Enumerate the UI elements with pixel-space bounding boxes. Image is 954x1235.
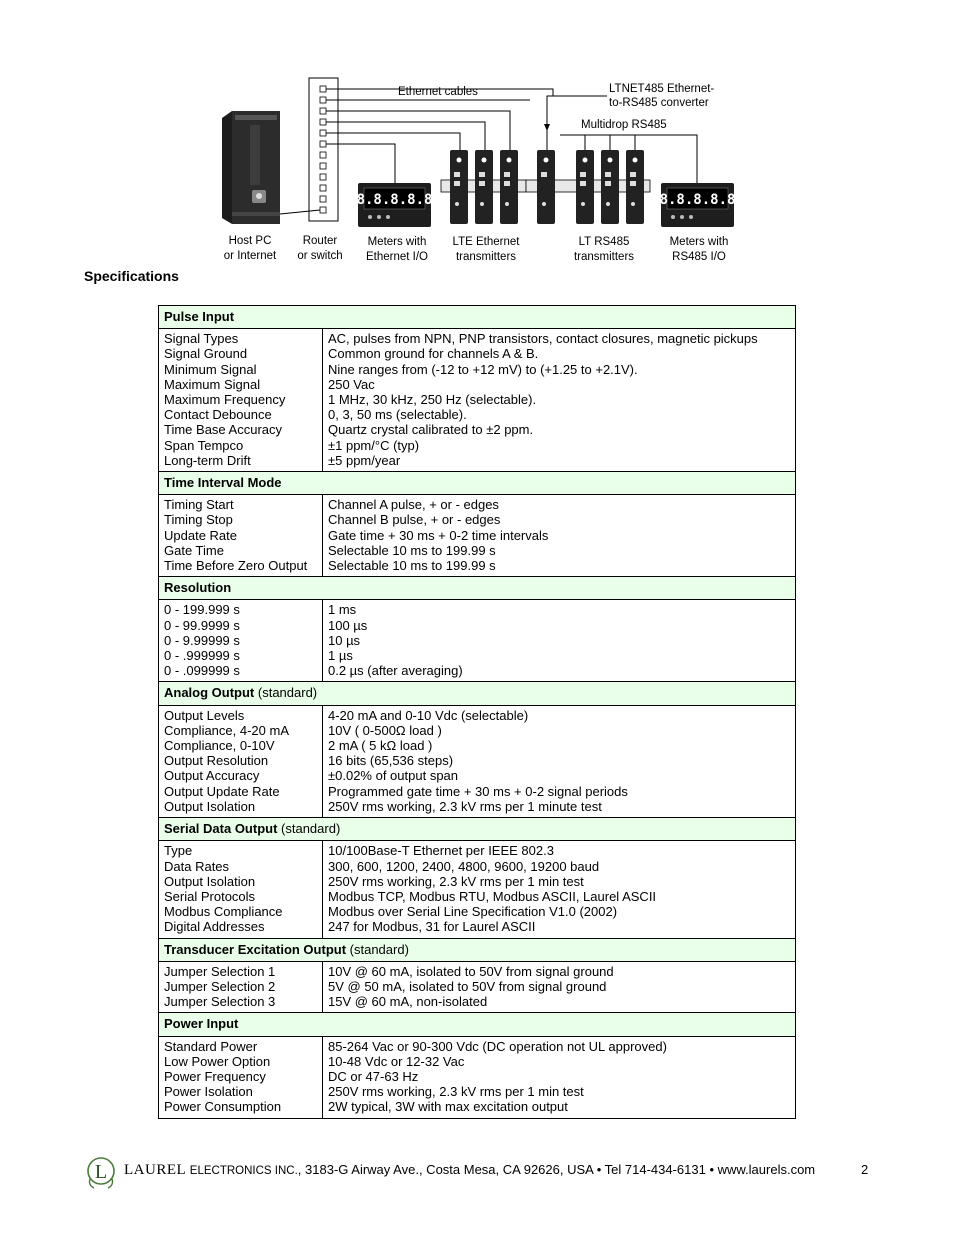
section-title: Transducer Excitation Output	[164, 941, 347, 957]
spec-value: 247 for Modbus, 31 for Laurel ASCII	[328, 919, 536, 935]
spec-label: Output Levels	[164, 707, 245, 723]
label-ltrs-line1: LT RS485	[578, 236, 630, 248]
spec-value: Programmed gate time + 30 ms + 0-2 signal periods	[328, 783, 628, 799]
section-data-row	[159, 961, 796, 1013]
label-router-line2: or switch	[297, 250, 343, 262]
spec-value: 250V rms working, 2.3 kV rms per 1 min test	[328, 873, 584, 889]
footer-brand-sub: ELECTRONICS INC.	[189, 1165, 298, 1177]
spec-label: Output Accuracy	[164, 768, 260, 784]
spec-value: Modbus TCP, Modbus RTU, Modbus ASCII, Laurel ASCII	[328, 888, 657, 904]
spec-value: 10-48 Vdc or 12-32 Vac	[328, 1053, 465, 1069]
section-header-row	[159, 1013, 796, 1036]
spec-value: 250V rms working, 2.3 kV rms per 1 min test	[328, 1084, 584, 1100]
lte-transmitter-icons	[450, 150, 518, 224]
converter-icon	[537, 150, 555, 224]
spec-value: 300, 600, 1200, 2400, 4800, 9600, 19200 baud	[328, 858, 600, 874]
spec-values-cell	[323, 1036, 796, 1118]
section-title: Resolution	[164, 580, 232, 596]
label-multidrop: Multidrop RS485	[581, 119, 667, 131]
spec-value: Channel A pulse, + or - edges	[328, 497, 499, 513]
section-title: Time Interval Mode	[164, 475, 282, 491]
spec-value: 0.2 µs (after averaging)	[328, 663, 463, 679]
spec-value: 100 µs	[328, 617, 368, 633]
spec-value: 5V @ 50 mA, isolated to 50V from signal ground	[328, 978, 607, 994]
label-ltrs-line2: transmitters	[573, 251, 635, 263]
spec-value: 16 bits (65,536 steps)	[328, 753, 454, 769]
spec-label: Power Frequency	[164, 1068, 266, 1084]
spec-label: Maximum Signal	[164, 376, 261, 392]
spec-values-cell	[323, 705, 796, 817]
spec-values-cell	[323, 495, 796, 577]
spec-value: 2 mA ( 5 kΩ load )	[328, 738, 433, 754]
spec-label: Standard Power	[164, 1038, 258, 1054]
label-meters-eth-line2: Ethernet I/O	[365, 251, 429, 263]
spec-value: 250 Vac	[328, 376, 375, 392]
section-data-row	[159, 495, 796, 577]
spec-labels-cell	[159, 961, 323, 1013]
ethernet-meter-display: 8.8.8.8.8	[356, 192, 433, 208]
footer	[84, 1155, 874, 1191]
spec-value: 1 µs	[328, 648, 353, 664]
spec-label: Contact Debounce	[164, 407, 272, 423]
spec-values-cell	[323, 961, 796, 1013]
spec-labels-cell	[159, 329, 323, 472]
spec-label: Signal Ground	[164, 346, 248, 362]
spec-label: Jumper Selection 2	[164, 978, 276, 994]
section-header-row	[159, 472, 796, 495]
spec-value: ±5 ppm/year	[328, 452, 401, 468]
laurel-logo-icon	[84, 1155, 118, 1189]
label-ethernet-cables: Ethernet cables	[398, 86, 478, 98]
specifications-table	[158, 305, 796, 1119]
spec-value: Gate time + 30 ms + 0-2 time intervals	[328, 527, 549, 543]
spec-value: Common ground for channels A & B.	[328, 346, 539, 362]
section-header-cell	[159, 577, 796, 600]
section-title: Power Input	[164, 1016, 239, 1032]
spec-label: Jumper Selection 3	[164, 994, 276, 1010]
svg-text:L: L	[94, 1161, 108, 1183]
spec-value: 1 MHz, 30 kHz, 250 Hz (selectable).	[328, 392, 537, 408]
label-router-line1: Router	[302, 235, 338, 247]
label-meters-rs-line2: RS485 I/O	[672, 251, 726, 263]
spec-label: Low Power Option	[164, 1053, 271, 1069]
section-data-row	[159, 329, 796, 472]
rs485-meter-display: 8.8.8.8.8	[659, 192, 736, 208]
spec-label: 0 - 199.999 s	[164, 602, 240, 618]
section-header-row	[159, 682, 796, 705]
rs485-meter-icon	[660, 183, 736, 227]
spec-label: Power Consumption	[164, 1099, 282, 1115]
spec-label: Output Resolution	[164, 753, 269, 769]
section-data-row	[159, 600, 796, 682]
spec-labels-cell	[159, 705, 323, 817]
spec-label: Serial Protocols	[164, 888, 256, 904]
spec-values-cell	[323, 841, 796, 938]
spec-value: ±1 ppm/°C (typ)	[328, 437, 420, 453]
footer-contact-line	[124, 1162, 815, 1179]
spec-label: Digital Addresses	[164, 919, 265, 935]
spec-value: AC, pulses from NPN, PNP transistors, contact closures, magnetic pickups	[328, 331, 758, 347]
section-header-cell	[159, 818, 796, 841]
spec-value: Channel B pulse, + or - edges	[328, 512, 501, 528]
spec-labels-cell	[159, 495, 323, 577]
label-host-pc-line1: Host PC	[228, 235, 272, 247]
spec-label: Modbus Compliance	[164, 904, 283, 920]
page-number: 2	[861, 1162, 869, 1177]
spec-value: ±0.02% of output span	[328, 768, 459, 784]
section-data-row	[159, 841, 796, 938]
label-meters-eth-line1: Meters with	[367, 236, 427, 248]
spec-value: 85-264 Vac or 90-300 Vdc (DC operation not UL approved)	[328, 1038, 667, 1054]
converter-arrow-icon	[544, 124, 550, 131]
section-header-row	[159, 818, 796, 841]
spec-label: 0 - 9.99999 s	[164, 632, 240, 648]
spec-label: 0 - .099999 s	[164, 663, 240, 679]
spec-label: Maximum Frequency	[164, 392, 286, 408]
spec-label: Signal Types	[164, 331, 239, 347]
spec-value: 15V @ 60 mA, non-isolated	[328, 994, 488, 1010]
label-lte-line2: transmitters	[455, 251, 517, 263]
label-converter-line2: to-RS485 converter	[609, 97, 709, 109]
spec-label: Output Isolation	[164, 873, 256, 889]
footer-brand: LAUREL	[124, 1162, 187, 1178]
section-heading: Specifications	[84, 268, 179, 284]
section-header-row	[159, 306, 796, 329]
spec-label: Output Update Rate	[164, 783, 280, 799]
spec-label: Time Base Accuracy	[164, 422, 283, 438]
spec-label: Type	[164, 843, 193, 859]
spec-value: 1 ms	[328, 602, 357, 618]
spec-label: Jumper Selection 1	[164, 963, 276, 979]
spec-label: Power Isolation	[164, 1084, 253, 1100]
spec-values-cell	[323, 329, 796, 472]
spec-label: Time Before Zero Output	[164, 558, 308, 574]
section-header-row	[159, 938, 796, 961]
spec-label: Compliance, 0-10V	[164, 738, 275, 754]
spec-value: DC or 47-63 Hz	[328, 1068, 419, 1084]
spec-value: Nine ranges from (-12 to +12 mV) to (+1.25 to +2.1V).	[328, 361, 638, 377]
section-title: Serial Data Output	[164, 821, 278, 837]
spec-label: Timing Stop	[164, 512, 233, 528]
section-header-cell	[159, 472, 796, 495]
section-title: Analog Output	[164, 685, 255, 701]
label-host-pc-line2: or Internet	[223, 250, 277, 262]
footer-address: , 3183-G Airway Ave., Costa Mesa, CA 92626, USA • Tel 714-434-6131 • www.laurels.com	[297, 1162, 816, 1177]
spec-label: Span Tempco	[164, 437, 244, 453]
spec-labels-cell	[159, 1036, 323, 1118]
section-title: Pulse Input	[164, 309, 235, 324]
spec-label: Update Rate	[164, 527, 237, 543]
spec-value: Quartz crystal calibrated to ±2 ppm.	[328, 422, 534, 438]
section-note: (standard)	[254, 685, 318, 701]
router-icon	[309, 78, 338, 221]
section-note: (standard)	[277, 821, 341, 837]
section-header-row	[159, 577, 796, 600]
section-header-cell	[159, 1013, 796, 1036]
spec-value: 10/100Base-T Ethernet per IEEE 802.3	[328, 843, 554, 859]
ethernet-meter-icon	[357, 183, 433, 227]
spec-label: Minimum Signal	[164, 361, 257, 377]
spec-label: Timing Start	[164, 497, 234, 513]
section-header-cell	[159, 682, 796, 705]
spec-value: 2W typical, 3W with max excitation output	[328, 1099, 568, 1115]
network-diagram	[0, 0, 954, 265]
spec-value: Selectable 10 ms to 199.99 s	[328, 558, 496, 574]
spec-value: 10 µs	[328, 632, 361, 648]
spec-value: Selectable 10 ms to 199.99 s	[328, 542, 496, 558]
label-lte-line1: LTE Ethernet	[452, 236, 520, 248]
label-converter-line1: LTNET485 Ethernet-	[609, 83, 715, 95]
spec-label: Long-term Drift	[164, 452, 251, 468]
spec-label: Output Isolation	[164, 798, 256, 814]
section-data-row	[159, 705, 796, 817]
spec-label: Gate Time	[164, 542, 224, 558]
spec-value: Modbus over Serial Line Specification V1.0 (2002)	[328, 904, 618, 920]
rs485-transmitter-icons	[576, 150, 644, 224]
spec-value: 0, 3, 50 ms (selectable).	[328, 407, 467, 423]
spec-labels-cell	[159, 600, 323, 682]
spec-label: Compliance, 4-20 mA	[164, 722, 289, 738]
spec-value: 4-20 mA and 0-10 Vdc (selectable)	[328, 707, 529, 723]
section-header-cell	[159, 306, 796, 329]
spec-value: 10V ( 0-500Ω load )	[328, 722, 442, 738]
section-data-row	[159, 1036, 796, 1118]
spec-value: 10V @ 60 mA, isolated to 50V from signal ground	[328, 963, 614, 979]
spec-values-cell	[323, 600, 796, 682]
spec-labels-cell	[159, 841, 323, 938]
section-header-cell	[159, 938, 796, 961]
host-pc-icon	[222, 111, 280, 224]
label-meters-rs-line1: Meters with	[669, 236, 729, 248]
spec-label: 0 - 99.9999 s	[164, 617, 240, 633]
section-note: (standard)	[346, 941, 409, 957]
spec-label: Data Rates	[164, 858, 230, 874]
spec-label: 0 - .999999 s	[164, 648, 240, 664]
spec-value: 250V rms working, 2.3 kV rms per 1 minute test	[328, 798, 602, 814]
